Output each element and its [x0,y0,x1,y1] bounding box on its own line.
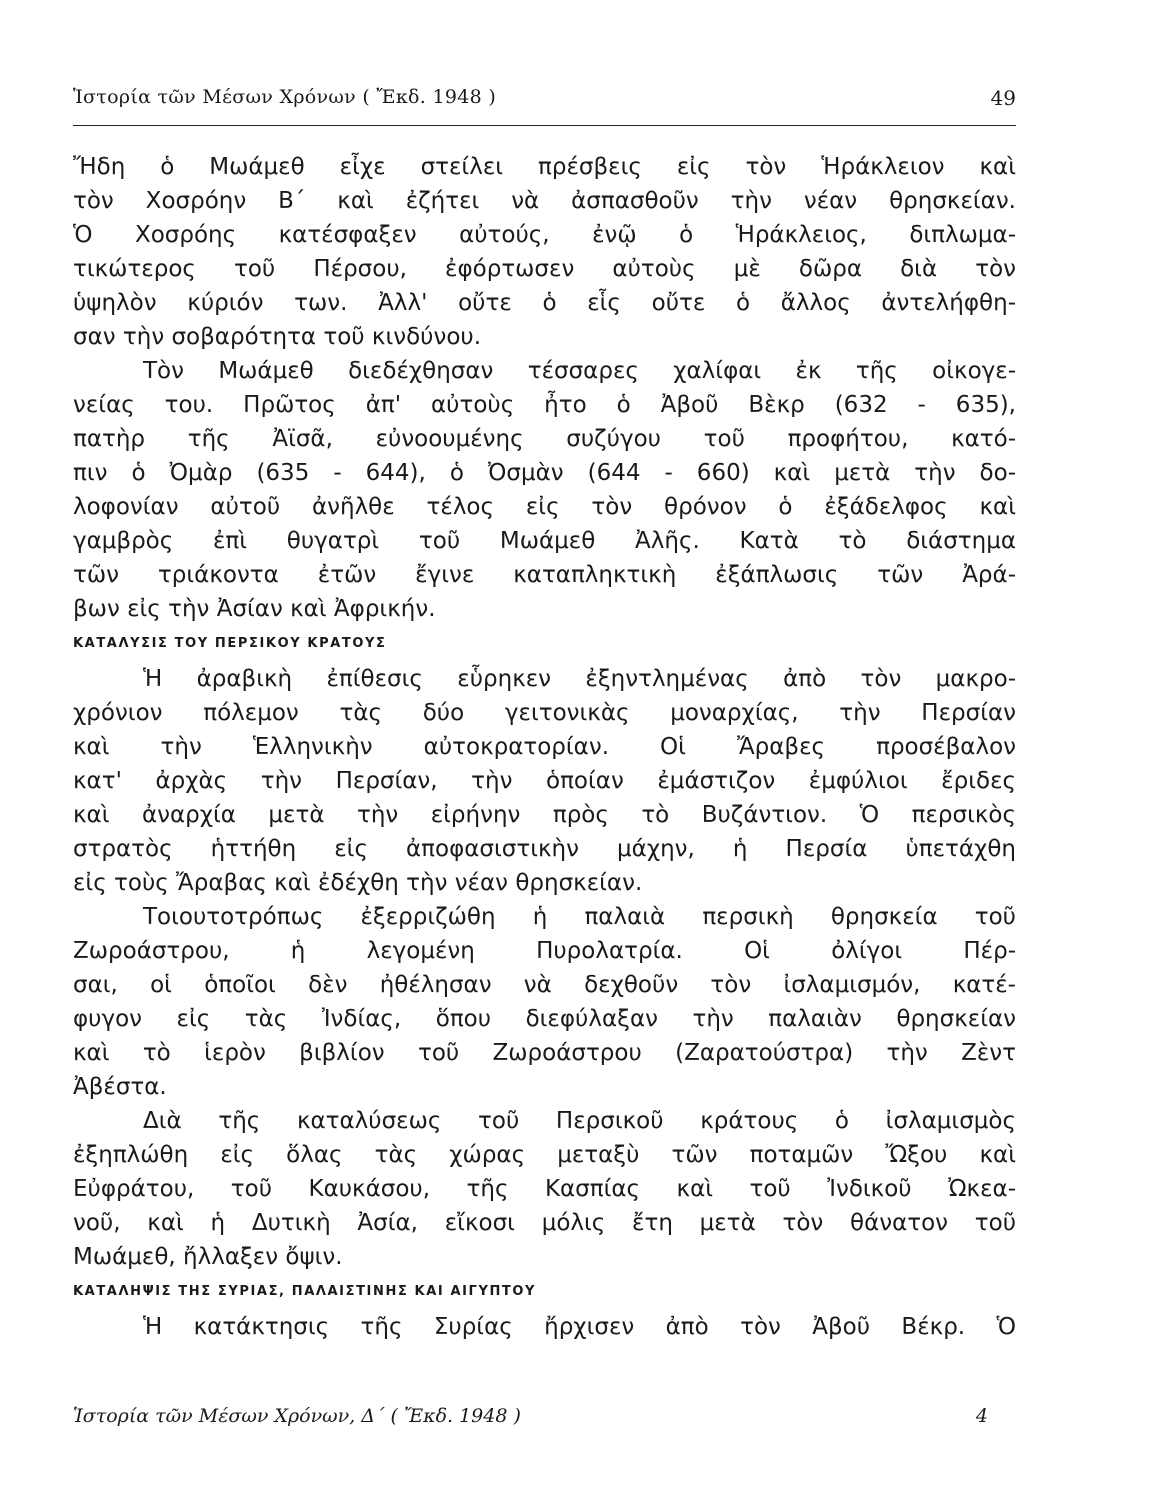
footer-signature: Ἱστορία τῶν Μέσων Χρόνων, Δ΄ ( Ἔκδ. 1948 ) [73,1405,521,1427]
text-line: φυγον εἰς τὰς Ἰνδίας, ὅπου διεφύλαξαν τὴν παλαιὰν θρησκείαν [73,1006,1016,1032]
header-rule [73,125,1016,126]
section-heading: ΚΑΤΑΛΗΨΙΣ ΤΗΣ ΣΥΡΙΑΣ, ΠΑΛΑΙΣΤΙΝΗΣ ΚΑΙ ΑΙΓΥΠΤΟΥ [73,1284,537,1299]
running-title: Ἱστορία τῶν Μέσων Χρόνων ( Ἔκδ. 1948 ) [73,86,497,108]
text-line: χρόνιον πόλεμον τὰς δύο γειτονικὰς μοναρχίας, τὴν Περσίαν [73,700,1016,726]
text-line: νοῦ, καὶ ἡ Δυτικὴ Ἀσία, εἴκοσι μόλις ἔτη μετὰ τὸν θάνατον τοῦ [73,1210,1016,1236]
text-line: Ὁ Χοσρόης κατέσφαξεν αὐτούς, ἐνῷ ὁ Ἡράκλειος, διπλωμα- [73,222,1016,248]
text-line: Ζωροάστρου, ἡ λεγομένη Πυρολατρία. Οἱ ὀλίγοι Πέρ- [73,938,1016,964]
running-head [73,86,1016,118]
text-line: Ἤδη ὁ Μωάμεθ εἶχε στείλει πρέσβεις εἰς τὸν Ἡράκλειον καὶ [73,154,1016,180]
body-text [73,150,1016,1344]
text-line: Εὐφράτου, τοῦ Καυκάσου, τῆς Κασπίας καὶ τοῦ Ἰνδικοῦ Ὠκεα- [73,1176,1016,1202]
text-line: τικώτερος τοῦ Πέρσου, ἐφόρτωσεν αὐτοὺς μὲ δῶρα διὰ τὸν [73,256,1016,282]
text-line: λοφονίαν αὐτοῦ ἀνῆλθε τέλος εἰς τὸν θρόνον ὁ ἐξάδελφος καὶ [73,494,1016,520]
text-line: στρατὸς ἡττήθη εἰς ἀποφασιστικὴν μάχην, ἡ Περσία ὑπετάχθη [73,836,1016,862]
text-line: καὶ ἀναρχία μετὰ τὴν εἰρήνην πρὸς τὸ Βυζάντιον. Ὁ περσικὸς [73,802,1016,828]
text-line: Διὰ τῆς καταλύσεως τοῦ Περσικοῦ κράτους ὁ ἰσλαμισμὸς [143,1108,1016,1134]
text-line: σαν τὴν σοβαρότητα τοῦ κινδύνου. [73,324,482,350]
text-line: Τοιουτοτρόπως ἐξερριζώθη ἡ παλαιὰ περσικὴ θρησκεία τοῦ [143,904,1016,930]
signature-number: 4 [975,1405,988,1427]
text-line: Μωάμεθ, ἤλλαξεν ὄψιν. [73,1244,343,1270]
page-number: 49 [990,86,1016,110]
text-line: κατ' ἀρχὰς τὴν Περσίαν, τὴν ὁποίαν ἐμάστιζον ἐμφύλιοι ἔριδες [73,768,1016,794]
text-line: πιν ὁ Ὀμὰρ (635 - 644), ὁ Ὀσμὰν (644 - 660) καὶ μετὰ τὴν δο- [73,460,1016,486]
text-line: βων εἰς τὴν Ἀσίαν καὶ Ἀφρικήν. [73,596,436,622]
text-line: τὸν Χοσρόην Β΄ καὶ ἐζήτει νὰ ἀσπασθοῦν τὴν νέαν θρησκείαν. [73,188,1016,214]
section-heading: ΚΑΤΑΛΥΣΙΣ ΤΟΥ ΠΕΡΣΙΚΟΥ ΚΡΑΤΟΥΣ [73,636,387,651]
text-line: νείας του. Πρῶτος ἀπ' αὐτοὺς ἦτο ὁ Ἀβοῦ Βὲκρ (632 - 635), [73,392,1016,418]
text-line: καὶ τὴν Ἑλληνικὴν αὐτοκρατορίαν. Οἱ Ἄραβες προσέβαλον [73,734,1016,760]
page-footer [73,1405,1016,1435]
text-line: Τὸν Μωάμεθ διεδέχθησαν τέσσαρες χαλίφαι ἐκ τῆς οἰκογε- [143,358,1016,384]
text-line: καὶ τὸ ἱερὸν βιβλίον τοῦ Ζωροάστρου (Ζαρατούστρα) τὴν Ζὲντ [73,1040,1016,1066]
text-line: τῶν τριάκοντα ἐτῶν ἔγινε καταπληκτικὴ ἐξάπλωσις τῶν Ἀρά- [73,562,1016,588]
text-line: Ἡ ἀραβικὴ ἐπίθεσις εὗρηκεν ἐξηντλημένας ἀπὸ τὸν μακρο- [143,666,1016,692]
text-line: ὑψηλὸν κύριόν των. Ἀλλ' οὔτε ὁ εἷς οὔτε ὁ ἄλλος ἀντελήφθη- [73,290,1016,316]
text-line: Ἀβέστα. [73,1074,167,1100]
text-line: εἰς τοὺς Ἄραβας καὶ ἐδέχθη τὴν νέαν θρησκείαν. [73,870,643,896]
text-line: ἐξηπλώθη εἰς ὅλας τὰς χώρας μεταξὺ τῶν ποταμῶν Ὤξου καὶ [73,1142,1016,1168]
text-line: σαι, οἱ ὁποῖοι δὲν ἠθέλησαν νὰ δεχθοῦν τὸν ἰσλαμισμόν, κατέ- [73,972,1016,998]
text-line: πατὴρ τῆς Ἀϊσᾶ, εὐνοουμένης συζύγου τοῦ προφήτου, κατό- [73,426,1016,452]
text-line: Ἡ κατάκτησις τῆς Συρίας ἤρχισεν ἀπὸ τὸν Ἀβοῦ Βέκρ. Ὁ [143,1314,1016,1340]
text-line: γαμβρὸς ἐπὶ θυγατρὶ τοῦ Μωάμεθ Ἀλῆς. Κατὰ τὸ διάστημα [73,528,1016,554]
